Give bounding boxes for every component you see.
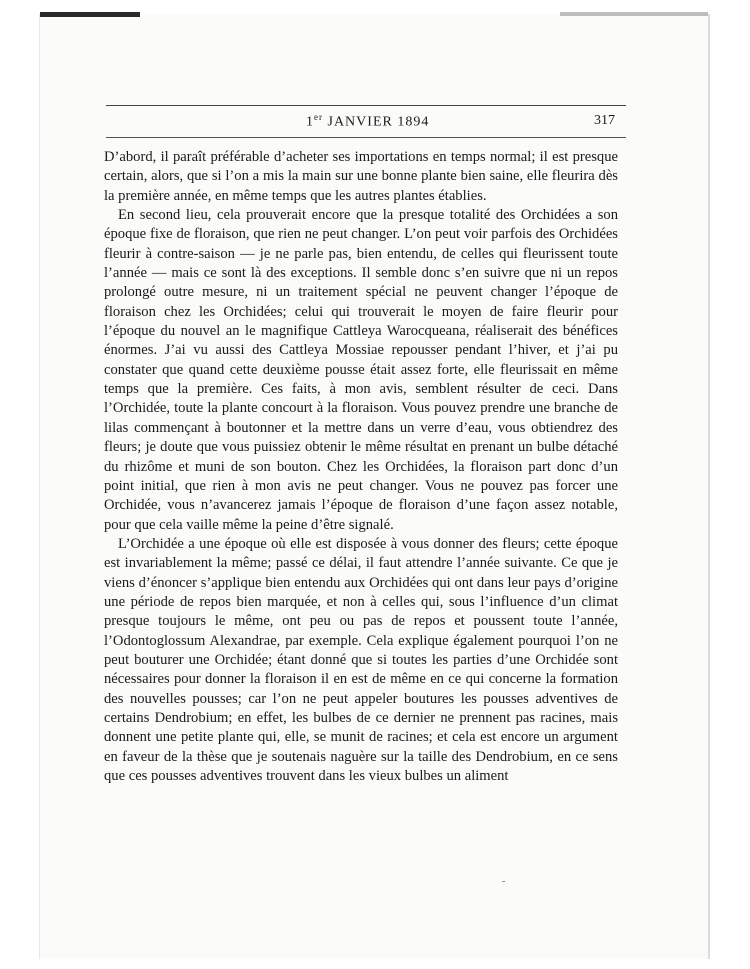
scan-edge-shadow-right xyxy=(560,12,708,16)
scan-edge-shadow xyxy=(40,12,140,17)
header-ordinal-sup: er xyxy=(314,112,323,122)
paragraph-3: L’Orchidée a une époque où elle est disposée à vous donner des fleurs; cette époque est invariablement la même; passé ce délai, il faut attendre l’année suivante. Ce que je viens d’énoncer s’applique bien entendu aux Orchidées qui ont dans leur pays d’origine une période de repos bien marquée, et non à celles qui, sous l’influence d’un climat presque toujours le même, ont peu ou pas de repos et poussent toute l’année, l’Odontoglossum Alexandrae, par exemple. Cela explique également pourquoi l’on ne peut bouturer une Orchidée; étant donné que si toutes les parties d’une Orchidée sont nécessaires pour donner la floraison il en est de même en ce qui concerne la formation des nouvelles pousses; car l’on ne peut appeler boutures les pousses adventives de certains Dendrobium; en effet, les bulbes de ce dernier ne prennent pas racines, mais donnent une petite plante qui, elle, se munit de racines; et cela est encore un argument en faveur de la thèse que je soutenais naguère sur la taille des Dendrobium, en ce sens que ces pousses adventives trouvent dans les vieux bulbes un aliment xyxy=(104,535,618,784)
header-rule-bottom xyxy=(106,137,626,138)
paragraph-2: En second lieu, cela prouverait encore que la presque totalité des Orchidées a son époque fixe de floraison, que rien ne peut changer. L’on peut voir parfois des Orchidées fleurir à contre-saison — je ne parle pas, bien entendu, de celles qui fleurissent toute l’année — mais ce sont là des exceptions. Il semble donc s’en suivre que ni un repos prolongé outre mesure, ni un traitement spécial ne peuvent changer l’époque de floraison chez les Orchidées; celui qui trouverait le moyen de faire fleurir pour l’époque du nouvel an le magnifique Cattleya Warocqueana, réaliserait des bénéfices énormes. J’ai vu aussi des Cattleya Mossiae repousser pendant l’hiver, et j’ai pu constater que quand cette deuxième pousse était assez forte, elle fleurissait en même temps que la première. Ces faits, à mon avis, semblent résulter de ceci. Dans l’Orchidée, toute la plante concourt à la floraison. Vous pouvez prendre une branche de lilas commençant à boutonner et la mettre dans un verre d’eau, vous obtiendrez des fleurs; je doute que vous puissiez obtenir le même résultat en prenant un bulbe détaché du rhizôme et muni de son bouton. Chez les Orchidées, la floraison part donc d’un point initial, que rien à mon avis ne peut changer. Vous ne pouvez pas forcer une Orchidée, vous n’avancerez jamais l’époque de floraison d’une façon assez notable, pour que cela vaille même la peine d’être signalé. xyxy=(104,207,618,533)
header-rule-top xyxy=(106,105,626,106)
header-ordinal: 1 xyxy=(306,114,314,130)
footer-mark: - xyxy=(502,876,506,887)
running-header-date xyxy=(306,112,429,131)
page-number: 317 xyxy=(594,113,615,128)
body-text xyxy=(104,148,618,786)
paragraph-1: D’abord, il paraît préférable d’acheter ses importations en temps normal; il est presque certain, alors, que si l’on a mis la main sur une bonne plante bien saine, elle fleurira dès la première année, en même temps que les autres plantes établies. xyxy=(104,149,618,204)
header-date-text: JANVIER 1894 xyxy=(327,114,430,130)
